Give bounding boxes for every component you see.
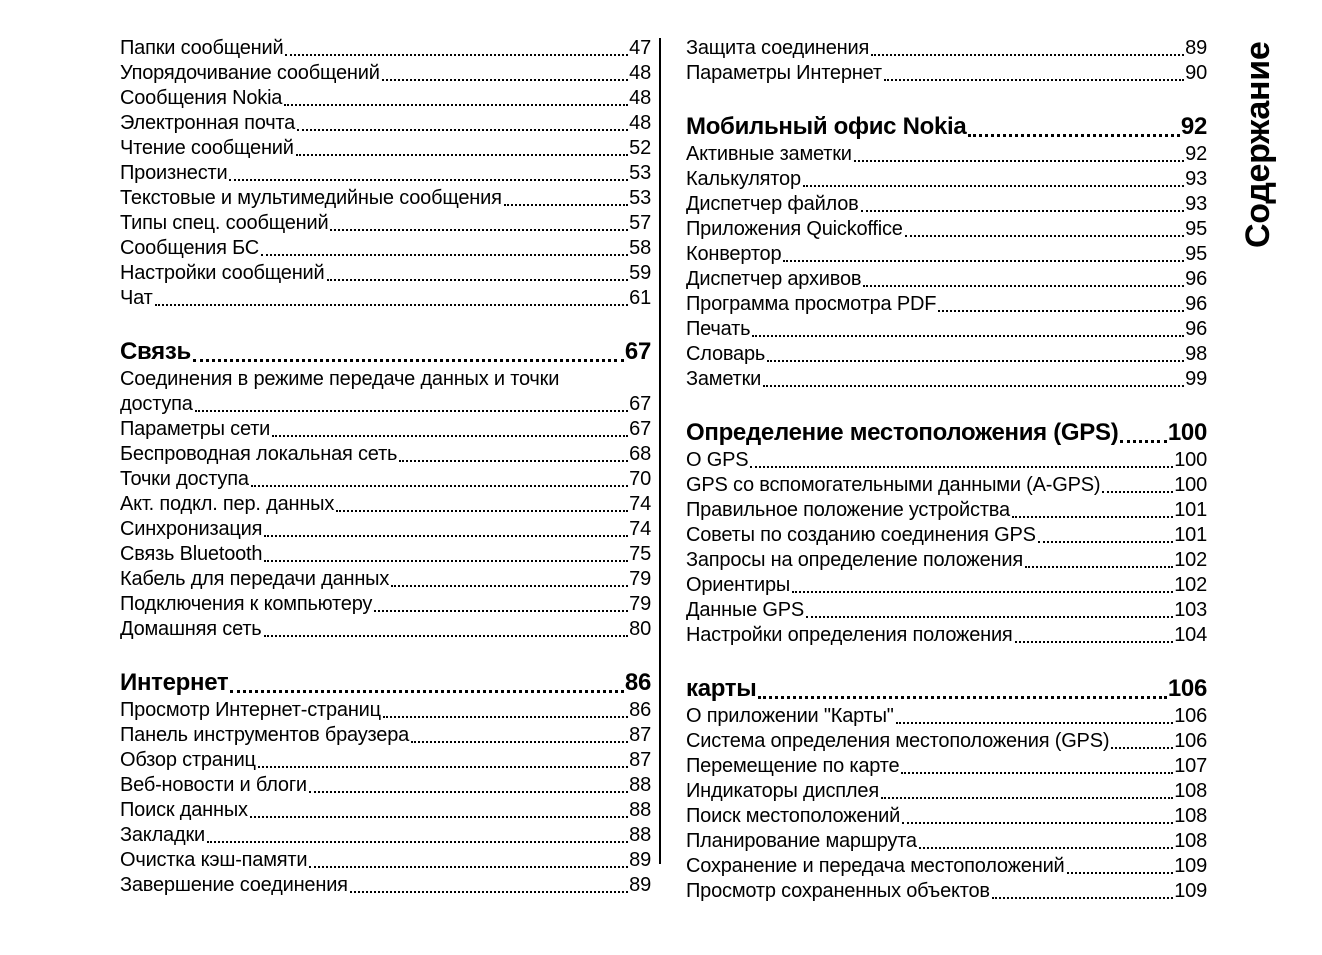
toc-entry-label: Правильное положение устройства xyxy=(686,499,1010,521)
dot-leader xyxy=(504,204,628,206)
dot-leader xyxy=(250,816,628,818)
toc-entry-label: Ориентиры xyxy=(686,574,791,596)
toc-entry-label: Сохранение и передача местоположений xyxy=(686,855,1065,877)
dot-leader xyxy=(902,822,1173,824)
toc-entry[interactable] xyxy=(686,317,1207,342)
dot-leader xyxy=(383,716,628,718)
toc-entry-label: Сообщения Nokia xyxy=(120,87,283,109)
dot-leader xyxy=(229,179,628,181)
toc-entry-continuation xyxy=(120,392,651,417)
dot-leader xyxy=(264,635,629,637)
toc-entry[interactable] xyxy=(686,804,1207,829)
toc-entry-page: 68 xyxy=(629,443,651,465)
dot-leader xyxy=(968,134,1179,137)
toc-entry-label: Просмотр Интернет-страниц xyxy=(120,699,381,721)
toc-entry-label: GPS со вспомогательными данными (A-GPS) xyxy=(686,474,1101,496)
toc-entry[interactable] xyxy=(686,61,1207,86)
toc-entry[interactable] xyxy=(120,86,651,111)
dot-leader xyxy=(330,229,628,231)
toc-entry-label: Кабель для передачи данных xyxy=(120,568,390,590)
toc-entry-page: 90 xyxy=(1185,62,1207,84)
toc-entry[interactable] xyxy=(120,567,651,592)
dot-leader xyxy=(327,279,629,281)
dot-leader xyxy=(374,610,628,612)
toc-entry[interactable] xyxy=(686,879,1207,904)
toc-entry-page: 48 xyxy=(629,87,651,109)
toc-entry-page: 86 xyxy=(629,699,651,721)
toc-entry-page: 87 xyxy=(629,749,651,771)
toc-entry-page: 104 xyxy=(1174,624,1207,646)
toc-section xyxy=(686,111,1207,392)
toc-entry-page: 102 xyxy=(1174,574,1207,596)
toc-entry-page: 100 xyxy=(1174,474,1207,496)
toc-entry-page: 88 xyxy=(629,774,651,796)
page-sidebar-title: Содержание xyxy=(1239,41,1277,248)
toc-heading[interactable] xyxy=(120,336,651,367)
toc-entry[interactable] xyxy=(686,167,1207,192)
toc-entry[interactable] xyxy=(120,417,651,442)
dot-leader xyxy=(350,891,628,893)
toc-entry-label: Акт. подкл. пер. данных xyxy=(120,493,335,515)
toc-entry-label: Словарь xyxy=(686,343,766,365)
dot-leader xyxy=(750,466,1173,468)
dot-leader xyxy=(881,797,1173,799)
toc-entry-label: О GPS xyxy=(686,449,749,471)
toc-entry[interactable] xyxy=(120,161,651,186)
toc-entry-page: 80 xyxy=(629,618,651,640)
toc-entry-page: 100 xyxy=(1174,449,1207,471)
toc-entry-label: Произнести xyxy=(120,162,228,184)
toc-entry-label: Данные GPS xyxy=(686,599,805,621)
toc-column-right xyxy=(686,36,1207,904)
toc-entry[interactable] xyxy=(686,704,1207,729)
toc-entry[interactable] xyxy=(120,517,651,542)
toc-entry-label: О приложении "Карты" xyxy=(686,705,894,727)
toc-entry-page: 70 xyxy=(629,468,651,490)
toc-entry-page: 96 xyxy=(1185,293,1207,315)
toc-entry-page: 52 xyxy=(629,137,651,159)
toc-entry-label: Упорядочивание сообщений xyxy=(120,62,380,84)
toc-entry[interactable] xyxy=(120,261,651,286)
toc-heading-label: Мобильный офис Nokia xyxy=(686,113,967,140)
toc-entry-page: 47 xyxy=(629,37,651,59)
toc-entry-label: Очистка кэш-памяти xyxy=(120,849,308,871)
toc-entry[interactable] xyxy=(120,286,651,311)
toc-entry[interactable] xyxy=(686,142,1207,167)
toc-entry-page: 99 xyxy=(1185,368,1207,390)
toc-entry-page: 106 xyxy=(1174,730,1207,752)
toc-entry[interactable] xyxy=(120,698,651,723)
toc-entry-page: 96 xyxy=(1185,268,1207,290)
dot-leader xyxy=(230,690,624,693)
toc-entry-page: 89 xyxy=(629,874,651,896)
dot-leader xyxy=(854,160,1184,162)
toc-entry[interactable] xyxy=(120,773,651,798)
toc-entry-label: Папки сообщений xyxy=(120,37,284,59)
toc-entry[interactable] xyxy=(686,623,1207,648)
dot-leader xyxy=(884,79,1184,81)
toc-entry-label: Индикаторы дисплея xyxy=(686,780,879,802)
toc-entry-label: Программа просмотра PDF xyxy=(686,293,937,315)
toc-entry-page: 88 xyxy=(629,799,651,821)
toc-heading-label: Определение местоположения (GPS) xyxy=(686,419,1119,446)
toc-entry[interactable] xyxy=(120,592,651,617)
toc-entry[interactable] xyxy=(686,367,1207,392)
toc-heading-page: 106 xyxy=(1167,675,1207,702)
dot-leader xyxy=(1067,872,1174,874)
dot-leader xyxy=(901,772,1173,774)
dot-leader xyxy=(251,485,628,487)
toc-heading[interactable] xyxy=(686,111,1207,142)
dot-leader xyxy=(258,766,628,768)
toc-section xyxy=(686,417,1207,648)
dot-leader xyxy=(938,310,1184,312)
toc-entry[interactable] xyxy=(686,267,1207,292)
toc-entry-label: Защита соединения xyxy=(686,37,870,59)
toc-entry-label: Калькулятор xyxy=(686,168,801,190)
toc-entry[interactable] xyxy=(120,492,651,517)
toc-heading[interactable] xyxy=(686,673,1207,704)
dot-leader xyxy=(284,104,628,106)
toc-entry[interactable] xyxy=(120,798,651,823)
toc-column-left xyxy=(120,36,651,904)
dot-leader xyxy=(919,847,1173,849)
toc-entry[interactable] xyxy=(686,473,1207,498)
toc-entry-page: 106 xyxy=(1174,705,1207,727)
toc-entry[interactable] xyxy=(120,823,651,848)
toc-entry[interactable] xyxy=(120,617,651,642)
toc-entry[interactable] xyxy=(686,217,1207,242)
dot-leader xyxy=(767,360,1184,362)
dot-leader xyxy=(264,560,628,562)
toc-entry[interactable] xyxy=(686,498,1207,523)
toc-entry[interactable] xyxy=(686,448,1207,473)
dot-leader xyxy=(296,154,628,156)
toc-section xyxy=(120,36,651,311)
dot-leader xyxy=(905,235,1184,237)
toc-entry-label: Поиск местоположений xyxy=(686,805,901,827)
toc-entry[interactable] xyxy=(686,779,1207,804)
toc-entry-page: 48 xyxy=(629,112,651,134)
toc-entry-page: 61 xyxy=(629,287,651,309)
dot-leader xyxy=(792,591,1173,593)
dot-leader xyxy=(758,696,1166,699)
toc-entry[interactable] xyxy=(686,292,1207,317)
dot-leader xyxy=(871,54,1184,56)
toc-entry-label: Домашняя сеть xyxy=(120,618,262,640)
dot-leader xyxy=(1025,566,1173,568)
dot-leader xyxy=(309,866,628,868)
toc-entry[interactable] xyxy=(686,573,1207,598)
dot-leader xyxy=(285,54,628,56)
dot-leader xyxy=(1120,440,1166,443)
toc-heading-page: 92 xyxy=(1180,113,1207,140)
dot-leader xyxy=(992,897,1173,899)
toc-entry-page: 59 xyxy=(629,262,651,284)
toc-heading-label: Связь xyxy=(120,338,191,365)
toc-entry-page: 107 xyxy=(1174,755,1207,777)
toc-entry[interactable] xyxy=(686,754,1207,779)
dot-leader xyxy=(1012,516,1173,518)
dot-leader xyxy=(336,510,628,512)
toc-entry-label: Сообщения БС xyxy=(120,237,260,259)
toc-entry-page: 96 xyxy=(1185,318,1207,340)
toc-entry-page: 74 xyxy=(629,493,651,515)
toc-entry-label: Диспетчер архивов xyxy=(686,268,862,290)
toc-entry-label: Активные заметки xyxy=(686,143,852,165)
toc-entry-label: Чат xyxy=(120,287,153,309)
toc-entry-page: 74 xyxy=(629,518,651,540)
toc-entry[interactable] xyxy=(120,873,651,898)
toc-entry-label: доступа xyxy=(120,393,193,415)
toc-heading[interactable] xyxy=(686,417,1207,448)
toc-entry[interactable] xyxy=(120,467,651,492)
dot-leader xyxy=(155,304,629,306)
toc-section xyxy=(120,336,651,642)
toc-entry-page: 53 xyxy=(629,187,651,209)
toc-entry-label: Типы спец. сообщений xyxy=(120,212,329,234)
toc-entry-label: Поиск данных xyxy=(120,799,248,821)
toc-entry-page: 79 xyxy=(629,593,651,615)
toc-heading-label: карты xyxy=(686,675,757,702)
toc-entry-label: Советы по созданию соединения GPS xyxy=(686,524,1036,546)
toc-entry-label: Конвертор xyxy=(686,243,782,265)
toc-entry-page: 48 xyxy=(629,62,651,84)
toc-entry[interactable] xyxy=(686,598,1207,623)
dot-leader xyxy=(861,210,1185,212)
toc-entry-page: 109 xyxy=(1174,855,1207,877)
toc-entry[interactable] xyxy=(120,136,651,161)
toc-entry-page: 79 xyxy=(629,568,651,590)
toc-heading-page: 67 xyxy=(624,338,651,365)
toc-entry[interactable] xyxy=(120,442,651,467)
toc-entry-page: 108 xyxy=(1174,780,1207,802)
toc-entry[interactable] xyxy=(686,829,1207,854)
dot-leader xyxy=(803,185,1184,187)
toc-entry-page: 103 xyxy=(1174,599,1207,621)
dot-leader xyxy=(411,741,628,743)
dot-leader xyxy=(261,254,628,256)
dot-leader xyxy=(863,285,1184,287)
toc-entry[interactable] xyxy=(120,723,651,748)
toc-entry-label: Веб-новости и блоги xyxy=(120,774,307,796)
toc-entry-page: 87 xyxy=(629,724,651,746)
toc-entry-label: Печать xyxy=(686,318,751,340)
toc-entry-label: Система определения местоположения (GPS) xyxy=(686,730,1110,752)
toc-entry[interactable] xyxy=(120,748,651,773)
toc-entry-label: Подключения к компьютеру xyxy=(120,593,373,615)
toc-heading[interactable] xyxy=(120,667,651,698)
toc-entry-page: 93 xyxy=(1185,168,1207,190)
toc-entry-page: 108 xyxy=(1174,805,1207,827)
toc-section xyxy=(686,673,1207,904)
toc-entry[interactable] xyxy=(120,367,651,417)
dot-leader xyxy=(1038,541,1173,543)
toc-entry-page: 98 xyxy=(1185,343,1207,365)
toc-entry-label: Запросы на определение положения xyxy=(686,549,1023,571)
dot-leader xyxy=(752,335,1184,337)
toc-entry-label: Закладки xyxy=(120,824,205,846)
toc-entry-label: Диспетчер файлов xyxy=(686,193,859,215)
dot-leader xyxy=(309,791,628,793)
toc-entry-page: 53 xyxy=(629,162,651,184)
toc-entry-page: 58 xyxy=(629,237,651,259)
toc-entry[interactable] xyxy=(120,186,651,211)
toc-entry[interactable] xyxy=(686,36,1207,61)
dot-leader xyxy=(783,260,1184,262)
toc-entry-label: Точки доступа xyxy=(120,468,249,490)
toc-entry[interactable] xyxy=(120,111,651,136)
toc-entry[interactable] xyxy=(686,192,1207,217)
toc-entry[interactable] xyxy=(686,242,1207,267)
toc-heading-page: 100 xyxy=(1167,419,1207,446)
toc-entry[interactable] xyxy=(120,36,651,61)
toc-entry-page: 92 xyxy=(1185,143,1207,165)
toc-entry[interactable] xyxy=(120,236,651,261)
toc-entry-page: 89 xyxy=(629,849,651,871)
dot-leader xyxy=(896,722,1174,724)
toc-entry-label: Настройки определения положения xyxy=(686,624,1013,646)
toc-entry[interactable] xyxy=(120,211,651,236)
dot-leader xyxy=(297,129,628,131)
toc-entry-label: Электронная почта xyxy=(120,112,296,134)
toc-entry-page: 95 xyxy=(1185,243,1207,265)
dot-leader xyxy=(1015,641,1174,643)
toc-entry-page: 57 xyxy=(629,212,651,234)
toc-entry[interactable] xyxy=(120,848,651,873)
toc-entry-label: Настройки сообщений xyxy=(120,262,325,284)
dot-leader xyxy=(1111,747,1173,749)
toc-entry-page: 109 xyxy=(1174,880,1207,902)
dot-leader xyxy=(391,585,628,587)
toc-entry[interactable] xyxy=(686,729,1207,754)
dot-leader xyxy=(195,410,628,412)
toc-heading-label: Интернет xyxy=(120,669,229,696)
toc-heading-page: 86 xyxy=(624,669,651,696)
toc-entry[interactable] xyxy=(686,523,1207,548)
toc-entry-page: 95 xyxy=(1185,218,1207,240)
toc-section xyxy=(686,36,1207,86)
toc-entry[interactable] xyxy=(120,61,651,86)
toc-entry-label: Связь Bluetooth xyxy=(120,543,263,565)
toc-entry-label: Приложения Quickoffice xyxy=(686,218,903,240)
toc-entry[interactable] xyxy=(120,542,651,567)
dot-leader xyxy=(207,841,628,843)
dot-leader xyxy=(806,616,1173,618)
dot-leader xyxy=(1102,491,1173,493)
toc-entry-label: Чтение сообщений xyxy=(120,137,294,159)
toc-entry-page: 102 xyxy=(1174,549,1207,571)
toc-entry-page: 101 xyxy=(1174,499,1207,521)
column-divider xyxy=(659,38,661,864)
dot-leader xyxy=(272,435,628,437)
toc-entry-label: Заметки xyxy=(686,368,762,390)
dot-leader xyxy=(399,460,628,462)
toc-entry-label: Завершение соединения xyxy=(120,874,348,896)
toc-entry-page: 108 xyxy=(1174,830,1207,852)
toc-entry-label: Планирование маршрута xyxy=(686,830,917,852)
toc-content xyxy=(120,36,1207,904)
toc-entry-page: 75 xyxy=(629,543,651,565)
toc-entry-page: 89 xyxy=(1185,37,1207,59)
dot-leader xyxy=(382,79,628,81)
toc-entry-page: 67 xyxy=(629,418,651,440)
toc-entry[interactable] xyxy=(686,548,1207,573)
toc-entry-label: Беспроводная локальная сеть xyxy=(120,443,398,465)
toc-entry-label: Панель инструментов браузера xyxy=(120,724,410,746)
toc-entry-label: Параметры Интернет xyxy=(686,62,882,84)
toc-entry-label: Параметры сети xyxy=(120,418,271,440)
toc-entry-label: Просмотр сохраненных объектов xyxy=(686,880,990,902)
toc-entry-label: Обзор страниц xyxy=(120,749,256,771)
toc-entry[interactable] xyxy=(686,342,1207,367)
toc-entry-page: 93 xyxy=(1185,193,1207,215)
toc-entry-label: Перемещение по карте xyxy=(686,755,900,777)
toc-entry-label: Текстовые и мультимедийные сообщения xyxy=(120,187,502,209)
dot-leader xyxy=(193,359,624,362)
toc-section xyxy=(120,667,651,898)
toc-entry-label: Синхронизация xyxy=(120,518,263,540)
toc-entry[interactable] xyxy=(686,854,1207,879)
dot-leader xyxy=(264,535,628,537)
dot-leader xyxy=(763,385,1184,387)
toc-entry-page: 67 xyxy=(629,393,651,415)
toc-entry-label: Соединения в режиме передаче данных и точки xyxy=(120,368,560,390)
toc-entry-page: 88 xyxy=(629,824,651,846)
toc-entry-page: 101 xyxy=(1174,524,1207,546)
